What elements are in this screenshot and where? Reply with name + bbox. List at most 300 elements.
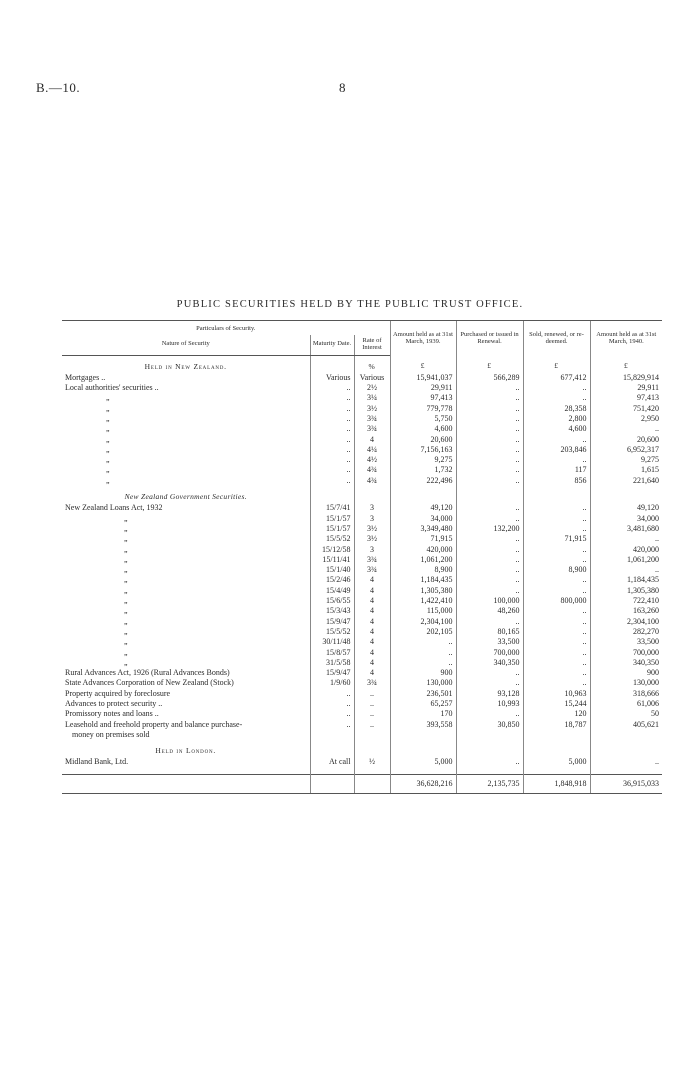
unit-cell: £ — [456, 355, 523, 373]
sold-cell: .. — [523, 627, 590, 637]
purchased-cell: .. — [456, 414, 523, 424]
unit-cell: £ — [523, 355, 590, 373]
table-row — [62, 565, 662, 575]
nature-cell: „ — [124, 523, 128, 533]
nature-cell: „ — [106, 465, 110, 475]
sold-cell: 677,412 — [523, 373, 590, 383]
sold-cell: 856 — [523, 476, 590, 486]
rate-cell: 4½ — [354, 455, 390, 465]
nature-cell: „ — [124, 544, 128, 554]
table-row — [62, 404, 662, 414]
unit-cell — [310, 355, 354, 373]
header-maturity: Maturity Date. — [310, 335, 354, 356]
nature-cell: „ — [124, 606, 128, 616]
unit-cell — [310, 486, 354, 503]
sold-cell: 117 — [523, 465, 590, 475]
purchased-cell: .. — [456, 709, 523, 719]
table-row — [62, 503, 662, 513]
rate-cell: 3¾ — [354, 565, 390, 575]
page-number: 8 — [339, 80, 346, 95]
purchased-cell: .. — [456, 476, 523, 486]
held-1940-cell: 1,184,435 — [590, 575, 662, 585]
nature-cell: Leasehold and freehold property and balance purchase- — [65, 719, 243, 729]
rate-cell: 2½ — [354, 383, 390, 393]
rate-cell: 4 — [354, 586, 390, 596]
nature-cell: „ — [124, 575, 128, 585]
nature-cell: „ — [124, 637, 128, 647]
sold-cell: .. — [523, 435, 590, 445]
maturity-cell: Various — [310, 373, 354, 383]
nature-cell: Local authorities' securities .. — [65, 383, 159, 393]
held-1940-cell: .. — [590, 565, 662, 575]
held-1939-cell: 97,413 — [390, 393, 456, 403]
held-1940-cell: 3,481,680 — [590, 524, 662, 534]
nature-cell: Rural Advances Act, 1926 (Rural Advances Bonds) — [65, 668, 230, 678]
unit-cell — [354, 740, 390, 757]
table-row — [62, 534, 662, 544]
rate-cell: 4 — [354, 617, 390, 627]
rate-cell: 4¾ — [354, 476, 390, 486]
rate-cell: 4 — [354, 575, 390, 585]
total-sold: 1,848,918 — [523, 774, 590, 793]
rate-cell: 4 — [354, 668, 390, 678]
nature-cell: „ — [124, 657, 128, 667]
maturity-cell: 15/11/41 — [310, 555, 354, 565]
purchased-cell: 80,165 — [456, 627, 523, 637]
rate-cell — [354, 730, 390, 740]
held-1940-cell: .. — [590, 534, 662, 544]
maturity-cell: 15/5/52 — [310, 627, 354, 637]
held-1939-cell: 236,501 — [390, 689, 456, 699]
maturity-cell: .. — [310, 424, 354, 434]
sold-cell: 18,787 — [523, 720, 590, 730]
unit-cell: £ — [590, 355, 662, 373]
rate-cell: 4¼ — [354, 445, 390, 455]
unit-cell — [590, 486, 662, 503]
nature-cell: „ — [106, 403, 110, 413]
held-1939-cell: .. — [390, 658, 456, 668]
section-heading-row — [62, 355, 662, 373]
held-1939-cell: 115,000 — [390, 606, 456, 616]
nature-cell: Property acquired by foreclosure — [65, 688, 171, 698]
purchased-cell: .. — [456, 617, 523, 627]
purchased-cell: 93,128 — [456, 689, 523, 699]
unit-cell: % — [354, 355, 390, 373]
unit-cell — [523, 486, 590, 503]
table-row — [62, 393, 662, 403]
maturity-cell: 15/9/47 — [310, 617, 354, 627]
held-1939-cell: 20,600 — [390, 435, 456, 445]
held-1939-cell: 1,061,200 — [390, 555, 456, 565]
table-row — [62, 545, 662, 555]
sold-cell: .. — [523, 503, 590, 513]
sold-cell: .. — [523, 678, 590, 688]
purchased-cell: .. — [456, 586, 523, 596]
held-1940-cell: 340,350 — [590, 658, 662, 668]
table-row — [62, 606, 662, 616]
table-row — [62, 689, 662, 699]
header-particulars: Particulars of Security. — [62, 321, 390, 335]
held-1940-cell: 61,006 — [590, 699, 662, 709]
rate-cell: 3½ — [354, 534, 390, 544]
held-1939-cell: 900 — [390, 668, 456, 678]
held-1939-cell: 7,156,163 — [390, 445, 456, 455]
purchased-cell: .. — [456, 424, 523, 434]
header-purchased: Purchased or issued in Renewal. — [456, 321, 523, 356]
purchased-cell: .. — [456, 514, 523, 524]
sold-cell: 28,358 — [523, 404, 590, 414]
section-heading-row — [62, 740, 662, 757]
total-held-1939: 36,628,216 — [390, 774, 456, 793]
held-1939-cell: 4,600 — [390, 424, 456, 434]
nature-cell: New Zealand Loans Act, 1932 — [65, 503, 163, 513]
sold-cell: 4,600 — [523, 424, 590, 434]
purchased-cell: .. — [456, 678, 523, 688]
held-1940-cell: 1,061,200 — [590, 555, 662, 565]
maturity-cell: 30/11/48 — [310, 637, 354, 647]
purchased-cell: .. — [456, 534, 523, 544]
sold-cell: .. — [523, 637, 590, 647]
sold-cell: .. — [523, 606, 590, 616]
table-row — [62, 514, 662, 524]
nature-cell: „ — [106, 424, 110, 434]
rate-cell: 3 — [354, 503, 390, 513]
purchased-cell: 340,350 — [456, 658, 523, 668]
table-row — [62, 455, 662, 465]
table-row — [62, 658, 662, 668]
purchased-cell: .. — [456, 445, 523, 455]
held-1940-cell: 130,000 — [590, 678, 662, 688]
rate-cell: 3¾ — [354, 555, 390, 565]
held-1939-cell: .. — [390, 648, 456, 658]
table-row — [62, 424, 662, 434]
held-1939-cell: 5,000 — [390, 757, 456, 767]
unit-cell — [590, 740, 662, 757]
table-body — [62, 355, 662, 794]
held-1940-cell: 318,666 — [590, 689, 662, 699]
table-row — [62, 617, 662, 627]
maturity-cell: 15/1/40 — [310, 565, 354, 575]
table-row — [62, 648, 662, 658]
sold-cell: 8,900 — [523, 565, 590, 575]
table-row — [62, 637, 662, 647]
table-row — [62, 373, 662, 383]
table-row — [62, 709, 662, 719]
purchased-cell: 33,500 — [456, 637, 523, 647]
maturity-cell: .. — [310, 689, 354, 699]
held-1939-cell: .. — [390, 637, 456, 647]
maturity-cell: .. — [310, 709, 354, 719]
rate-cell: 3¾ — [354, 678, 390, 688]
header-held-1939: Amount held as at 31st March, 1939. — [390, 321, 456, 356]
purchased-cell: .. — [456, 435, 523, 445]
held-1939-cell: 420,000 — [390, 545, 456, 555]
unit-cell: £ — [390, 355, 456, 373]
purchased-cell: .. — [456, 545, 523, 555]
maturity-cell: 15/9/47 — [310, 668, 354, 678]
sold-cell: .. — [523, 393, 590, 403]
maturity-cell: .. — [310, 435, 354, 445]
table-row — [62, 465, 662, 475]
held-1940-cell: 20,600 — [590, 435, 662, 445]
rate-cell: .. — [354, 709, 390, 719]
purchased-cell: .. — [456, 503, 523, 513]
purchased-cell: 566,289 — [456, 373, 523, 383]
nature-cell: money on premises sold — [72, 729, 150, 739]
maturity-cell: .. — [310, 476, 354, 486]
maturity-cell: .. — [310, 404, 354, 414]
totals-blank-cell — [354, 774, 390, 793]
held-1939-cell: 65,257 — [390, 699, 456, 709]
nature-cell: „ — [106, 413, 110, 423]
sold-cell: 203,846 — [523, 445, 590, 455]
nature-cell: „ — [124, 626, 128, 636]
held-1940-cell: 33,500 — [590, 637, 662, 647]
table-row — [62, 720, 662, 730]
nature-cell: Mortgages .. — [65, 372, 106, 382]
rate-cell: 3½ — [354, 404, 390, 414]
maturity-cell: .. — [310, 699, 354, 709]
maturity-cell: 15/4/49 — [310, 586, 354, 596]
sold-cell: .. — [523, 617, 590, 627]
held-1940-cell: 49,120 — [590, 503, 662, 513]
sold-cell: 5,000 — [523, 757, 590, 767]
held-1940-cell: 722,410 — [590, 596, 662, 606]
maturity-cell: 15/1/57 — [310, 514, 354, 524]
purchased-cell: .. — [456, 555, 523, 565]
held-1939-cell: 779,778 — [390, 404, 456, 414]
maturity-cell: At call — [310, 757, 354, 767]
rate-cell: 4 — [354, 596, 390, 606]
section-heading: Held in London. — [155, 746, 217, 756]
nature-cell: „ — [124, 585, 128, 595]
held-1939-cell — [390, 730, 456, 740]
nature-cell: „ — [106, 455, 110, 465]
maturity-cell: 31/5/58 — [310, 658, 354, 668]
purchased-cell: .. — [456, 668, 523, 678]
sold-cell: .. — [523, 648, 590, 658]
sold-cell: .. — [523, 514, 590, 524]
totals-blank-cell — [62, 774, 310, 793]
held-1939-cell: 2,304,100 — [390, 617, 456, 627]
rate-cell: 3¼ — [354, 393, 390, 403]
held-1939-cell: 393,558 — [390, 720, 456, 730]
table-row — [62, 586, 662, 596]
sold-cell: .. — [523, 555, 590, 565]
purchased-cell: .. — [456, 393, 523, 403]
held-1939-cell: 1,732 — [390, 465, 456, 475]
sold-cell: .. — [523, 658, 590, 668]
held-1940-cell: 1,305,380 — [590, 586, 662, 596]
purchased-cell: 700,000 — [456, 648, 523, 658]
section-heading-row — [62, 486, 662, 503]
nature-cell: „ — [124, 534, 128, 544]
rate-cell: 3 — [354, 514, 390, 524]
rate-cell: 4 — [354, 637, 390, 647]
held-1939-cell: 202,105 — [390, 627, 456, 637]
held-1940-cell — [590, 730, 662, 740]
unit-cell — [390, 486, 456, 503]
sold-cell: .. — [523, 383, 590, 393]
rate-cell: 3¾ — [354, 414, 390, 424]
held-1939-cell: 71,915 — [390, 534, 456, 544]
section-heading: New Zealand Government Securities. — [124, 492, 247, 502]
unit-cell — [390, 740, 456, 757]
rate-cell: 4 — [354, 627, 390, 637]
table-row — [62, 730, 662, 740]
table-row — [62, 524, 662, 534]
rate-cell: 4 — [354, 435, 390, 445]
header-held-1940: Amount held as at 31st March, 1940. — [590, 321, 662, 356]
held-1940-cell: 50 — [590, 709, 662, 719]
held-1940-cell: 29,911 — [590, 383, 662, 393]
held-1940-cell: 751,420 — [590, 404, 662, 414]
totals-row — [62, 774, 662, 793]
rate-cell: 3½ — [354, 524, 390, 534]
table-row — [62, 476, 662, 486]
held-1939-cell: 9,275 — [390, 455, 456, 465]
maturity-cell: 15/2/46 — [310, 575, 354, 585]
table-row — [62, 435, 662, 445]
totals-blank-cell — [310, 774, 354, 793]
held-1939-cell: 49,120 — [390, 503, 456, 513]
held-1940-cell: 15,829,914 — [590, 373, 662, 383]
sold-cell: .. — [523, 455, 590, 465]
sold-cell: .. — [523, 545, 590, 555]
nature-cell: Advances to protect security .. — [65, 699, 163, 708]
maturity-cell: 15/12/58 — [310, 545, 354, 555]
purchased-cell: 30,850 — [456, 720, 523, 730]
rate-cell: .. — [354, 699, 390, 709]
sold-cell: 2,800 — [523, 414, 590, 424]
held-1939-cell: 29,911 — [390, 383, 456, 393]
page-title: PUBLIC SECURITIES HELD BY THE PUBLIC TRUST OFFICE. — [176, 299, 524, 310]
table-row — [62, 757, 662, 767]
held-1940-cell: 34,000 — [590, 514, 662, 524]
page-reference: B.—10. — [36, 80, 81, 95]
maturity-cell: 15/6/55 — [310, 596, 354, 606]
maturity-cell: .. — [310, 455, 354, 465]
maturity-cell: 15/5/52 — [310, 534, 354, 544]
held-1939-cell: 170 — [390, 709, 456, 719]
purchased-cell: 10,993 — [456, 699, 523, 709]
securities-table-container — [62, 320, 662, 794]
held-1939-cell: 222,496 — [390, 476, 456, 486]
maturity-cell: .. — [310, 393, 354, 403]
held-1940-cell: 2,304,100 — [590, 617, 662, 627]
held-1940-cell: 405,621 — [590, 720, 662, 730]
rate-cell: 4 — [354, 648, 390, 658]
unit-cell — [456, 486, 523, 503]
rate-cell: .. — [354, 720, 390, 730]
maturity-cell: 15/1/57 — [310, 524, 354, 534]
sold-cell: 800,000 — [523, 596, 590, 606]
purchased-cell — [456, 730, 523, 740]
total-held-1940: 36,915,033 — [590, 774, 662, 793]
held-1940-cell: .. — [590, 757, 662, 767]
purchased-cell: .. — [456, 565, 523, 575]
sold-cell: 71,915 — [523, 534, 590, 544]
held-1940-cell: 97,413 — [590, 393, 662, 403]
purchased-cell: 100,000 — [456, 596, 523, 606]
section-heading: Held in New Zealand. — [144, 361, 227, 371]
purchased-cell: .. — [456, 575, 523, 585]
nature-cell: „ — [124, 513, 128, 523]
purchased-cell: 48,260 — [456, 606, 523, 616]
securities-table — [62, 320, 662, 794]
rate-cell: .. — [354, 689, 390, 699]
table-row — [62, 414, 662, 424]
held-1940-cell: 282,270 — [590, 627, 662, 637]
nature-cell: State Advances Corporation of New Zealand (Stock) — [65, 678, 234, 688]
nature-cell: „ — [124, 616, 128, 626]
sold-cell: 120 — [523, 709, 590, 719]
table-row — [62, 445, 662, 455]
held-1939-cell: 3,349,480 — [390, 524, 456, 534]
held-1940-cell: .. — [590, 424, 662, 434]
sold-cell: 15,244 — [523, 699, 590, 709]
held-1939-cell: 5,750 — [390, 414, 456, 424]
maturity-cell: 1/9/60 — [310, 678, 354, 688]
sold-cell — [523, 730, 590, 740]
nature-cell: Midland Bank, Ltd. — [65, 757, 129, 767]
nature-cell: „ — [106, 434, 110, 444]
rate-cell: ½ — [354, 757, 390, 767]
purchased-cell: .. — [456, 404, 523, 414]
held-1940-cell: 163,260 — [590, 606, 662, 616]
header-nature: Nature of Security — [62, 335, 310, 356]
held-1939-cell: 130,000 — [390, 678, 456, 688]
unit-cell — [456, 740, 523, 757]
unit-cell — [310, 740, 354, 757]
rate-cell: 4 — [354, 658, 390, 668]
sold-cell: .. — [523, 524, 590, 534]
maturity-cell: 15/8/57 — [310, 648, 354, 658]
purchased-cell: .. — [456, 757, 523, 767]
total-purchased: 2,135,735 — [456, 774, 523, 793]
header-rate: Rate of Interest — [354, 335, 390, 356]
nature-cell: „ — [106, 475, 110, 485]
held-1939-cell: 1,305,380 — [390, 586, 456, 596]
maturity-cell: .. — [310, 414, 354, 424]
header-sold: Sold, renewed, or re-deemed. — [523, 321, 590, 356]
held-1940-cell: 6,952,317 — [590, 445, 662, 455]
purchased-cell: .. — [456, 455, 523, 465]
nature-cell: „ — [106, 393, 110, 403]
held-1939-cell: 8,900 — [390, 565, 456, 575]
sold-cell: .. — [523, 586, 590, 596]
nature-cell: „ — [124, 596, 128, 606]
held-1940-cell: 420,000 — [590, 545, 662, 555]
held-1940-cell: 2,950 — [590, 414, 662, 424]
maturity-cell: 15/3/43 — [310, 606, 354, 616]
maturity-cell: 15/7/41 — [310, 503, 354, 513]
rate-cell: 3¾ — [354, 424, 390, 434]
rate-cell: 4 — [354, 606, 390, 616]
purchased-cell: .. — [456, 465, 523, 475]
maturity-cell: .. — [310, 445, 354, 455]
maturity-cell — [310, 730, 354, 740]
held-1939-cell: 34,000 — [390, 514, 456, 524]
nature-cell: „ — [124, 647, 128, 657]
held-1940-cell: 9,275 — [590, 455, 662, 465]
held-1939-cell: 15,941,037 — [390, 373, 456, 383]
unit-cell — [354, 486, 390, 503]
held-1940-cell: 221,640 — [590, 476, 662, 486]
nature-cell: „ — [124, 554, 128, 564]
unit-cell — [523, 740, 590, 757]
maturity-cell: .. — [310, 383, 354, 393]
